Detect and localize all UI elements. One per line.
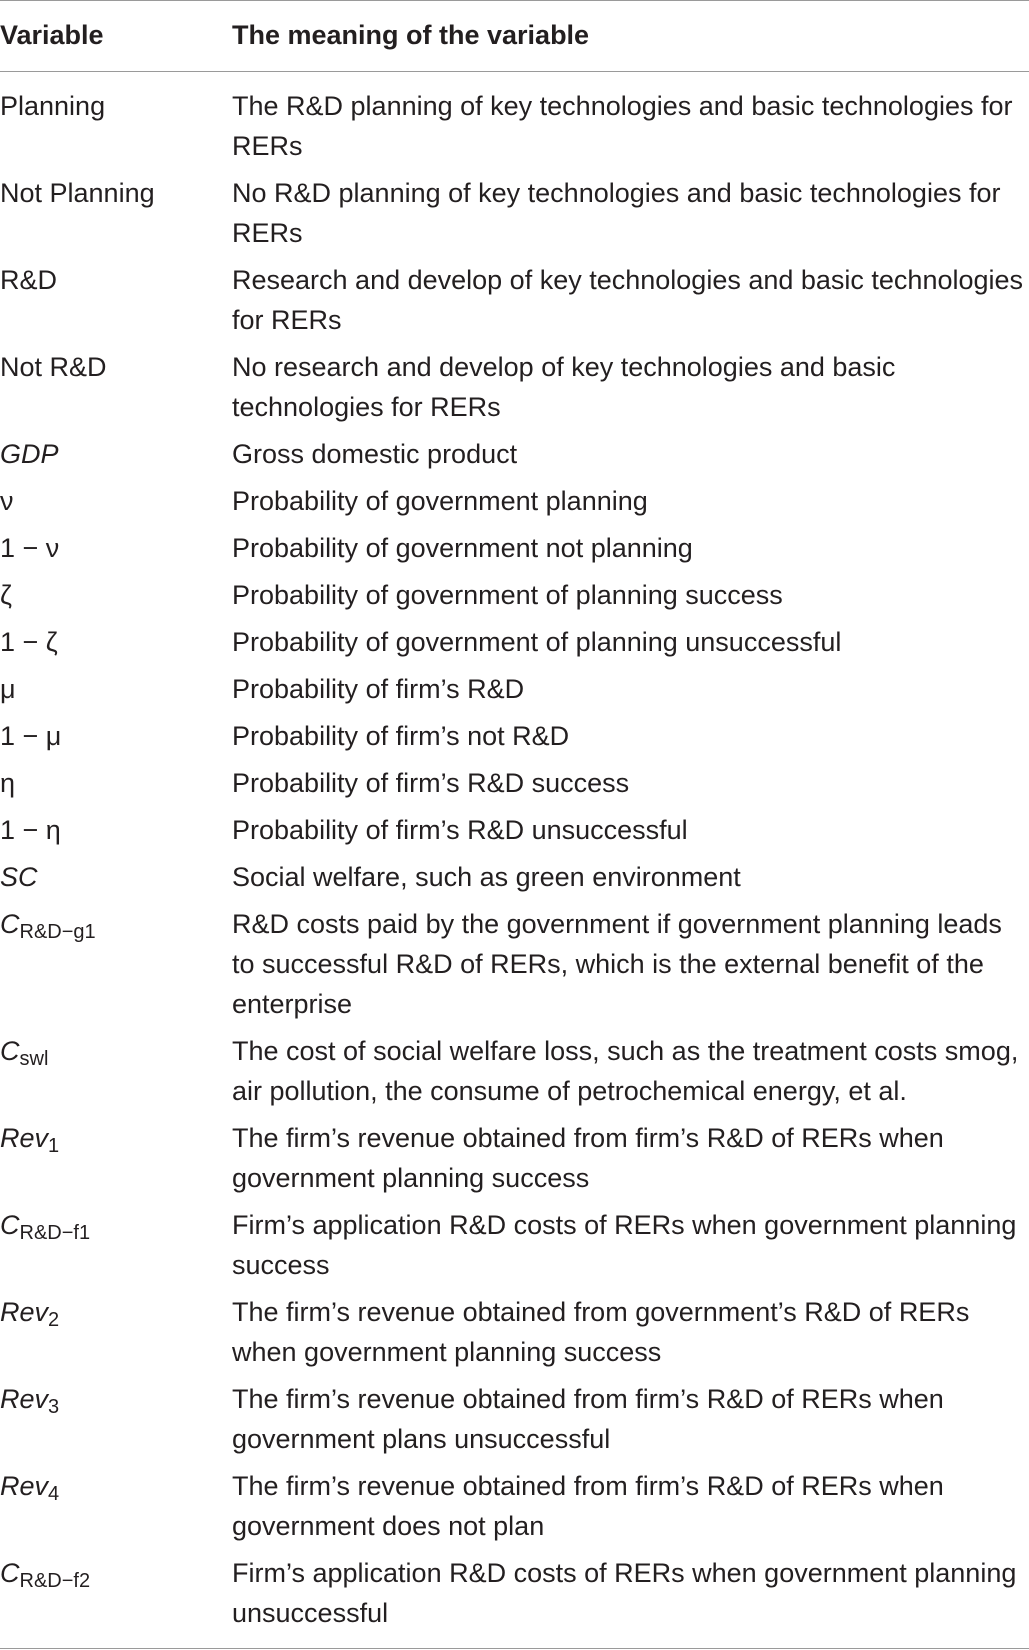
table-row <box>0 857 1029 897</box>
meaning-cell: Probability of firm’s not R&D <box>232 721 570 751</box>
meaning-cell: Probability of firm’s R&D success <box>232 768 630 798</box>
meaning-cell: Probability of firm’s R&D <box>232 674 525 704</box>
table-row <box>0 575 1029 615</box>
variable-cell: 1 − ν <box>0 533 60 563</box>
table-body <box>0 86 1029 1640</box>
variable-cell: Not Planning <box>0 178 155 208</box>
table-row <box>0 528 1029 568</box>
table-row <box>0 260 1029 340</box>
meaning-cell: The cost of social welfare loss, such as the treatment costs smog, air pollution, the consume of petrochemical energy, et al. <box>232 1036 1019 1106</box>
variable-cell: GDP <box>0 439 59 469</box>
table-row <box>0 1205 1029 1285</box>
variable-subscript: 4 <box>48 1483 60 1505</box>
variable-subscript: 1 <box>48 1135 60 1157</box>
variable-cell <box>0 904 232 1024</box>
meaning-cell: Research and develop of key technologies and basic technologies for RERs <box>232 265 1024 335</box>
variable-symbol: C <box>0 1210 20 1240</box>
table-row <box>0 904 1029 1024</box>
variable-cell: SC <box>0 862 38 892</box>
table-row <box>0 669 1029 709</box>
variable-cell <box>0 1292 232 1372</box>
table-row <box>0 1466 1029 1546</box>
variable-cell <box>0 1205 232 1285</box>
variable-subscript: R&D−g1 <box>19 921 96 943</box>
variable-cell <box>0 1031 232 1111</box>
table-row <box>0 1379 1029 1459</box>
variable-symbol: Rev <box>0 1471 49 1501</box>
variable-cell: η <box>0 768 16 798</box>
meaning-cell: The firm’s revenue obtained from government’s R&D of RERs when government planning success <box>232 1297 970 1367</box>
variable-cell: Planning <box>0 91 106 121</box>
top-rule <box>0 0 1029 1</box>
variable-cell: Not R&D <box>0 352 107 382</box>
meaning-cell: No research and develop of key technologies and basic technologies for RERs <box>232 352 896 422</box>
variable-subscript: 3 <box>48 1396 60 1418</box>
variable-cell: ν <box>0 486 14 516</box>
variable-subscript: R&D−f1 <box>19 1222 91 1244</box>
table-row <box>0 1292 1029 1372</box>
variable-cell: 1 − ζ <box>0 627 58 657</box>
table-row <box>0 622 1029 662</box>
meaning-cell: Firm’s application R&D costs of RERs when government planning success <box>232 1210 1017 1280</box>
variable-symbol: C <box>0 1036 20 1066</box>
variable-subscript: 2 <box>48 1309 60 1331</box>
variable-symbol: Rev <box>0 1384 49 1414</box>
variable-cell <box>0 1379 232 1459</box>
meaning-cell: R&D costs paid by the government if government planning leads to successful R&D of RERs, which is the external benefit of the enterprise <box>232 909 1002 1019</box>
variable-subscript: swl <box>19 1048 49 1070</box>
header-meaning: The meaning of the variable <box>232 20 590 50</box>
table-row <box>0 763 1029 803</box>
variable-symbol: Rev <box>0 1123 49 1153</box>
meaning-cell: Social welfare, such as green environment <box>232 862 741 892</box>
meaning-cell: Gross domestic product <box>232 439 518 469</box>
variable-subscript: R&D−f2 <box>19 1570 91 1592</box>
meaning-cell: No R&D planning of key technologies and basic technologies for RERs <box>232 178 1001 248</box>
table-row <box>0 434 1029 474</box>
table-row <box>0 1118 1029 1198</box>
variable-cell <box>0 1553 232 1633</box>
header-rule <box>0 71 1029 72</box>
meaning-cell: The firm’s revenue obtained from firm’s R&D of RERs when government does not plan <box>232 1471 944 1541</box>
meaning-cell: The firm’s revenue obtained from firm’s R&D of RERs when government planning success <box>232 1123 944 1193</box>
meaning-cell: Probability of government of planning success <box>232 580 783 610</box>
variable-cell <box>0 1118 232 1198</box>
variable-cell: ζ <box>0 580 12 610</box>
meaning-cell: The R&D planning of key technologies and basic technologies for RERs <box>232 91 1013 161</box>
variable-cell: 1 − η <box>0 815 61 845</box>
variable-symbol: Rev <box>0 1297 49 1327</box>
variable-cell: μ <box>0 674 16 704</box>
meaning-cell: Firm’s application R&D costs of RERs when government planning unsuccessful <box>232 1558 1017 1628</box>
meaning-cell: Probability of government planning <box>232 486 648 516</box>
table-row <box>0 1553 1029 1633</box>
bottom-rule <box>0 1648 1029 1649</box>
variable-symbol: C <box>0 909 20 939</box>
meaning-cell: Probability of firm’s R&D unsuccessful <box>232 815 688 845</box>
variable-cell: R&D <box>0 265 58 295</box>
meaning-cell: Probability of government of planning unsuccessful <box>232 627 842 657</box>
meaning-cell: Probability of government not planning <box>232 533 693 563</box>
table-row <box>0 481 1029 521</box>
table-row <box>0 716 1029 756</box>
meaning-cell: The firm’s revenue obtained from firm’s R&D of RERs when government plans unsuccessful <box>232 1384 944 1454</box>
variable-cell <box>0 1466 232 1546</box>
table-row <box>0 347 1029 427</box>
table-row <box>0 1031 1029 1111</box>
table-row <box>0 173 1029 253</box>
table-row <box>0 86 1029 166</box>
variable-symbol: C <box>0 1558 20 1588</box>
header-variable: Variable <box>0 20 104 50</box>
variable-cell: 1 − μ <box>0 721 62 751</box>
table-row <box>0 810 1029 850</box>
